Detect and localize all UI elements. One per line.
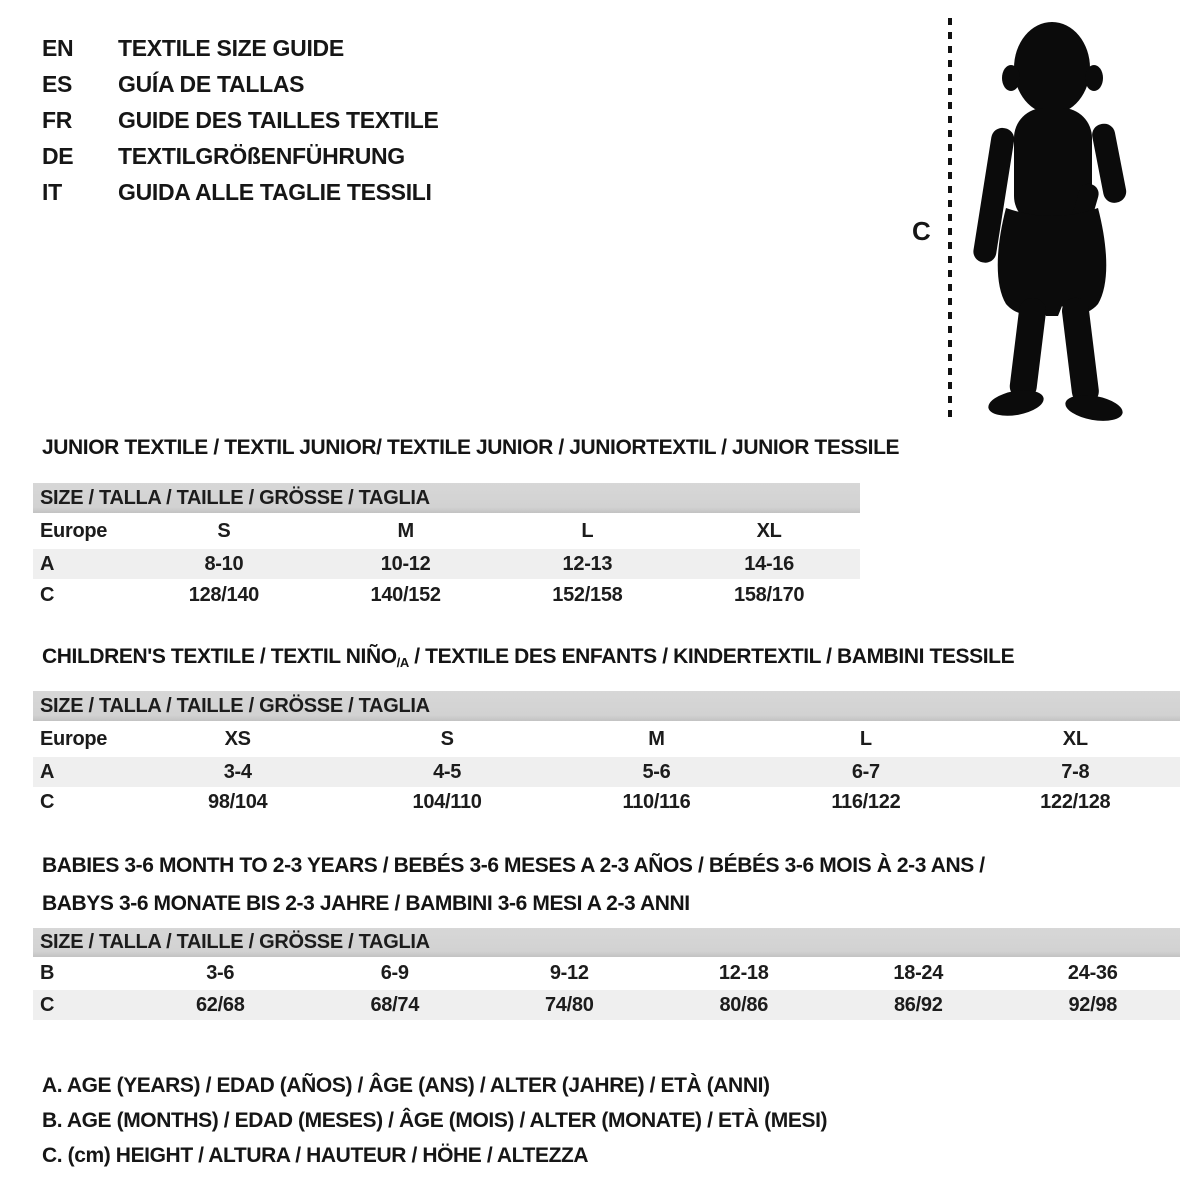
legend-line-c: C. (cm) HEIGHT / ALTURA / HAUTEUR / HÖHE / ALTEZZA [42, 1144, 589, 1167]
table-row [33, 787, 1180, 818]
value-cell: 62/68 [195, 993, 245, 1016]
value-cell: 12-18 [718, 962, 769, 984]
value-cell: 104/110 [412, 791, 482, 813]
size-cell: M [397, 519, 414, 542]
children-size-table [33, 721, 1180, 818]
babies-size-table [33, 957, 1180, 1020]
guide-title-es: GUÍA DE TALLAS [118, 71, 305, 97]
measure-legend [42, 1068, 827, 1173]
row-key: C [40, 993, 55, 1016]
height-measure-label: C [912, 216, 931, 246]
size-cell: S [440, 727, 454, 750]
language-title-block [42, 30, 439, 210]
value-cell: 6-7 [851, 760, 880, 783]
value-cell: 68/74 [370, 993, 420, 1016]
value-cell: 9-12 [549, 962, 589, 984]
legend-line-b: B. AGE (MONTHS) / EDAD (MESES) / ÂGE (MOIS) / ALTER (MONATE) / ETÀ (MESI) [42, 1109, 828, 1132]
value-cell: 18-24 [893, 962, 944, 984]
row-key: B [40, 962, 55, 984]
babies-size-header-bar: SIZE / TALLA / TAILLE / GRÖSSE / TAGLIA [33, 928, 1180, 957]
babies-title-line2: BABYS 3-6 MONATE BIS 2-3 JAHRE / BAMBINI 3-6 MESI A 2-3 ANNI [42, 892, 690, 915]
size-cell: XL [756, 519, 782, 542]
guide-title-de: TEXTILGRÖßENFÜHRUNG [118, 143, 405, 169]
value-cell: 10-12 [380, 552, 431, 575]
table-row [33, 579, 860, 612]
junior-size-header-bar: SIZE / TALLA / TAILLE / GRÖSSE / TAGLIA [33, 483, 860, 513]
size-cell: S [217, 519, 231, 542]
value-cell: 3-4 [223, 760, 252, 783]
junior-size-table [33, 513, 860, 612]
region-label: Europe [40, 519, 108, 542]
lang-code: ES [42, 71, 73, 97]
value-cell: 4-5 [433, 760, 462, 783]
value-cell: 110/116 [622, 791, 691, 813]
lang-row-it [42, 174, 439, 210]
value-cell: 80/86 [719, 993, 769, 1016]
value-cell: 5-6 [642, 760, 671, 783]
value-cell: 86/92 [893, 993, 943, 1016]
size-cell: L [581, 519, 594, 542]
guide-title-fr: GUIDE DES TAILLES TEXTILE [118, 107, 439, 133]
table-row [33, 990, 1180, 1020]
size-cell: XL [1062, 727, 1088, 750]
value-cell: 7-8 [1061, 760, 1090, 783]
babies-title-line1: BABIES 3-6 MONTH TO 2-3 YEARS / BEBÉS 3-6 MESES A 2-3 AÑOS / BÉBÉS 3-6 MOIS À 2-3 ANS / [42, 854, 985, 877]
height-measure-dashed-line [948, 18, 952, 418]
size-cell: M [648, 727, 665, 750]
value-cell: 6-9 [380, 962, 409, 984]
row-key: C [40, 584, 55, 606]
value-cell: 158/170 [734, 584, 805, 606]
table-row [33, 721, 1180, 757]
value-cell: 14-16 [744, 552, 794, 575]
table-row [33, 513, 860, 549]
lang-row-de [42, 138, 439, 174]
value-cell: 3-6 [206, 962, 235, 984]
value-cell: 140/152 [370, 584, 441, 606]
guide-title-en: TEXTILE SIZE GUIDE [118, 35, 344, 61]
size-cell: XS [224, 727, 251, 750]
lang-code: FR [42, 107, 73, 133]
babies-section-title [42, 847, 985, 923]
value-cell: 8-10 [204, 552, 244, 575]
lang-code: IT [42, 179, 62, 205]
lang-row-fr [42, 102, 439, 138]
value-cell: 116/122 [831, 791, 901, 813]
children-title-suffix: / TEXTILE DES ENFANTS / KINDERTEXTIL / BAMBINI TESSILE [408, 645, 1015, 668]
size-cell: L [859, 727, 872, 750]
junior-section-title: JUNIOR TEXTILE / TEXTIL JUNIOR/ TEXTILE JUNIOR / JUNIORTEXTIL / JUNIOR TESSILE [42, 436, 900, 459]
children-title-prefix: CHILDREN'S TEXTILE / TEXTIL NIÑO [42, 645, 397, 668]
table-row [33, 549, 860, 579]
table-row [33, 957, 1180, 990]
children-size-header-bar: SIZE / TALLA / TAILLE / GRÖSSE / TAGLIA [33, 691, 1180, 721]
value-cell: 92/98 [1068, 993, 1118, 1016]
row-key: A [40, 760, 55, 783]
baby-figure-area [900, 14, 1180, 424]
baby-silhouette-icon [964, 16, 1144, 421]
lang-code: EN [42, 35, 74, 61]
lang-code: DE [42, 143, 74, 169]
row-key: C [40, 791, 55, 813]
value-cell: 12-13 [562, 552, 613, 575]
legend-line-a: A. AGE (YEARS) / EDAD (AÑOS) / ÂGE (ANS) / ALTER (JAHRE) / ETÀ (ANNI) [42, 1074, 770, 1097]
guide-title-it: GUIDA ALLE TAGLIE TESSILI [118, 179, 432, 205]
value-cell: 122/128 [1040, 791, 1111, 813]
table-row [33, 757, 1180, 787]
row-key: A [40, 552, 55, 575]
value-cell: 152/158 [552, 584, 623, 606]
value-cell: 128/140 [188, 584, 259, 606]
lang-row-es [42, 66, 439, 102]
value-cell: 24-36 [1067, 962, 1118, 984]
children-title-subscript: /A [396, 655, 409, 670]
children-section-title [42, 645, 1014, 670]
value-cell: 74/80 [544, 993, 594, 1016]
region-label: Europe [40, 727, 108, 750]
lang-row-en [42, 30, 439, 66]
value-cell: 98/104 [208, 791, 268, 813]
